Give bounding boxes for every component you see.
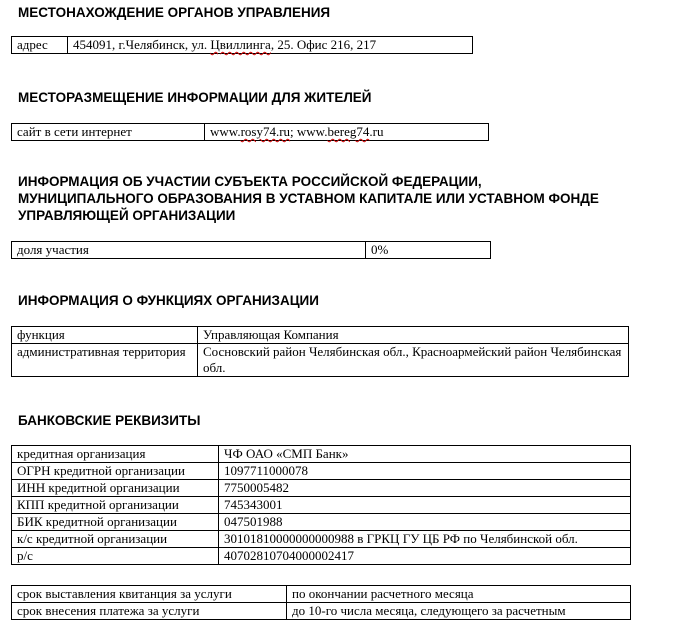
table-row (12, 37, 473, 54)
location-heading: МЕСТОНАХОЖДЕНИЕ ОРГАНОВ УПРАВЛЕНИЯ (18, 5, 331, 20)
table-row (12, 531, 631, 548)
table-row (12, 548, 631, 565)
function-value: Управляющая Компания (198, 327, 629, 344)
bank-label: р/с (12, 548, 219, 565)
payment-value: по окончании расчетного месяца (287, 586, 631, 603)
table-row (12, 124, 489, 141)
bank-value: 047501988 (219, 514, 631, 531)
table-row (12, 586, 631, 603)
bank-label: КПП кредитной организации (12, 497, 219, 514)
function-label: функция (12, 327, 198, 344)
bank-table (11, 445, 631, 565)
bank-value: ЧФ ОАО «СМП Банк» (219, 446, 631, 463)
payment-value: до 10-го числа месяца, следующего за расчетным (287, 603, 631, 620)
bank-label: БИК кредитной организации (12, 514, 219, 531)
share-value: 0% (366, 242, 491, 259)
address-label: адрес (12, 37, 68, 54)
participation-heading: ИНФОРМАЦИЯ ОБ УЧАСТИИ СУБЪЕКТА РОССИЙСКОЙ ФЕДЕРАЦИИ, МУНИЦИПАЛЬНОГО ОБРАЗОВАНИЯ В УСТАВНОМ КАПИТАЛЕ ИЛИ УСТАВНОМ ФОНДЕ УПРАВЛЯЮЩЕЙ ОРГАНИЗАЦИИ (18, 174, 599, 223)
payment-table (11, 585, 631, 620)
location-table (11, 36, 473, 54)
share-label: доля участия (12, 242, 366, 259)
bank-label: ИНН кредитной организации (12, 480, 219, 497)
participation-table (11, 241, 491, 259)
table-row (12, 446, 631, 463)
bank-value: 40702810704000002417 (219, 548, 631, 565)
functions-table (11, 326, 629, 377)
info-placement-table (11, 123, 489, 141)
territory-value: Сосновский район Челябинская обл., Красноармейский район Челябинская обл. (198, 344, 629, 377)
table-row (12, 514, 631, 531)
table-row (12, 480, 631, 497)
bank-label: к/с кредитной организации (12, 531, 219, 548)
bank-heading: БАНКОВСКИЕ РЕКВИЗИТЫ (18, 413, 201, 428)
website-label: сайт в сети интернет (12, 124, 205, 141)
bank-label: ОГРН кредитной организации (12, 463, 219, 480)
table-row (12, 603, 631, 620)
bank-value: 1097711000078 (219, 463, 631, 480)
table-row (12, 327, 629, 344)
bank-label: кредитная организация (12, 446, 219, 463)
table-row (12, 463, 631, 480)
bank-value: 30101810000000000988 в ГРКЦ ГУ ЦБ РФ по Челябинской обл. (219, 531, 631, 548)
bank-value: 7750005482 (219, 480, 631, 497)
payment-label: срок выставления квитанция за услуги (12, 586, 287, 603)
payment-label: срок внесения платежа за услуги (12, 603, 287, 620)
table-row (12, 497, 631, 514)
functions-heading: ИНФОРМАЦИЯ О ФУНКЦИЯХ ОРГАНИЗАЦИИ (18, 293, 319, 308)
info-placement-heading: МЕСТОРАЗМЕЩЕНИЕ ИНФОРМАЦИИ ДЛЯ ЖИТЕЛЕЙ (18, 90, 372, 105)
territory-label: административная территория (12, 344, 198, 377)
address-value: 454091, г.Челябинск, ул. Цвиллинга, 25. Офис 216, 217 (68, 37, 473, 54)
table-row (12, 344, 629, 377)
table-row (12, 242, 491, 259)
website-value[interactable]: www.rosy74.ru; www.bereg74.ru (205, 124, 489, 141)
bank-value: 745343001 (219, 497, 631, 514)
